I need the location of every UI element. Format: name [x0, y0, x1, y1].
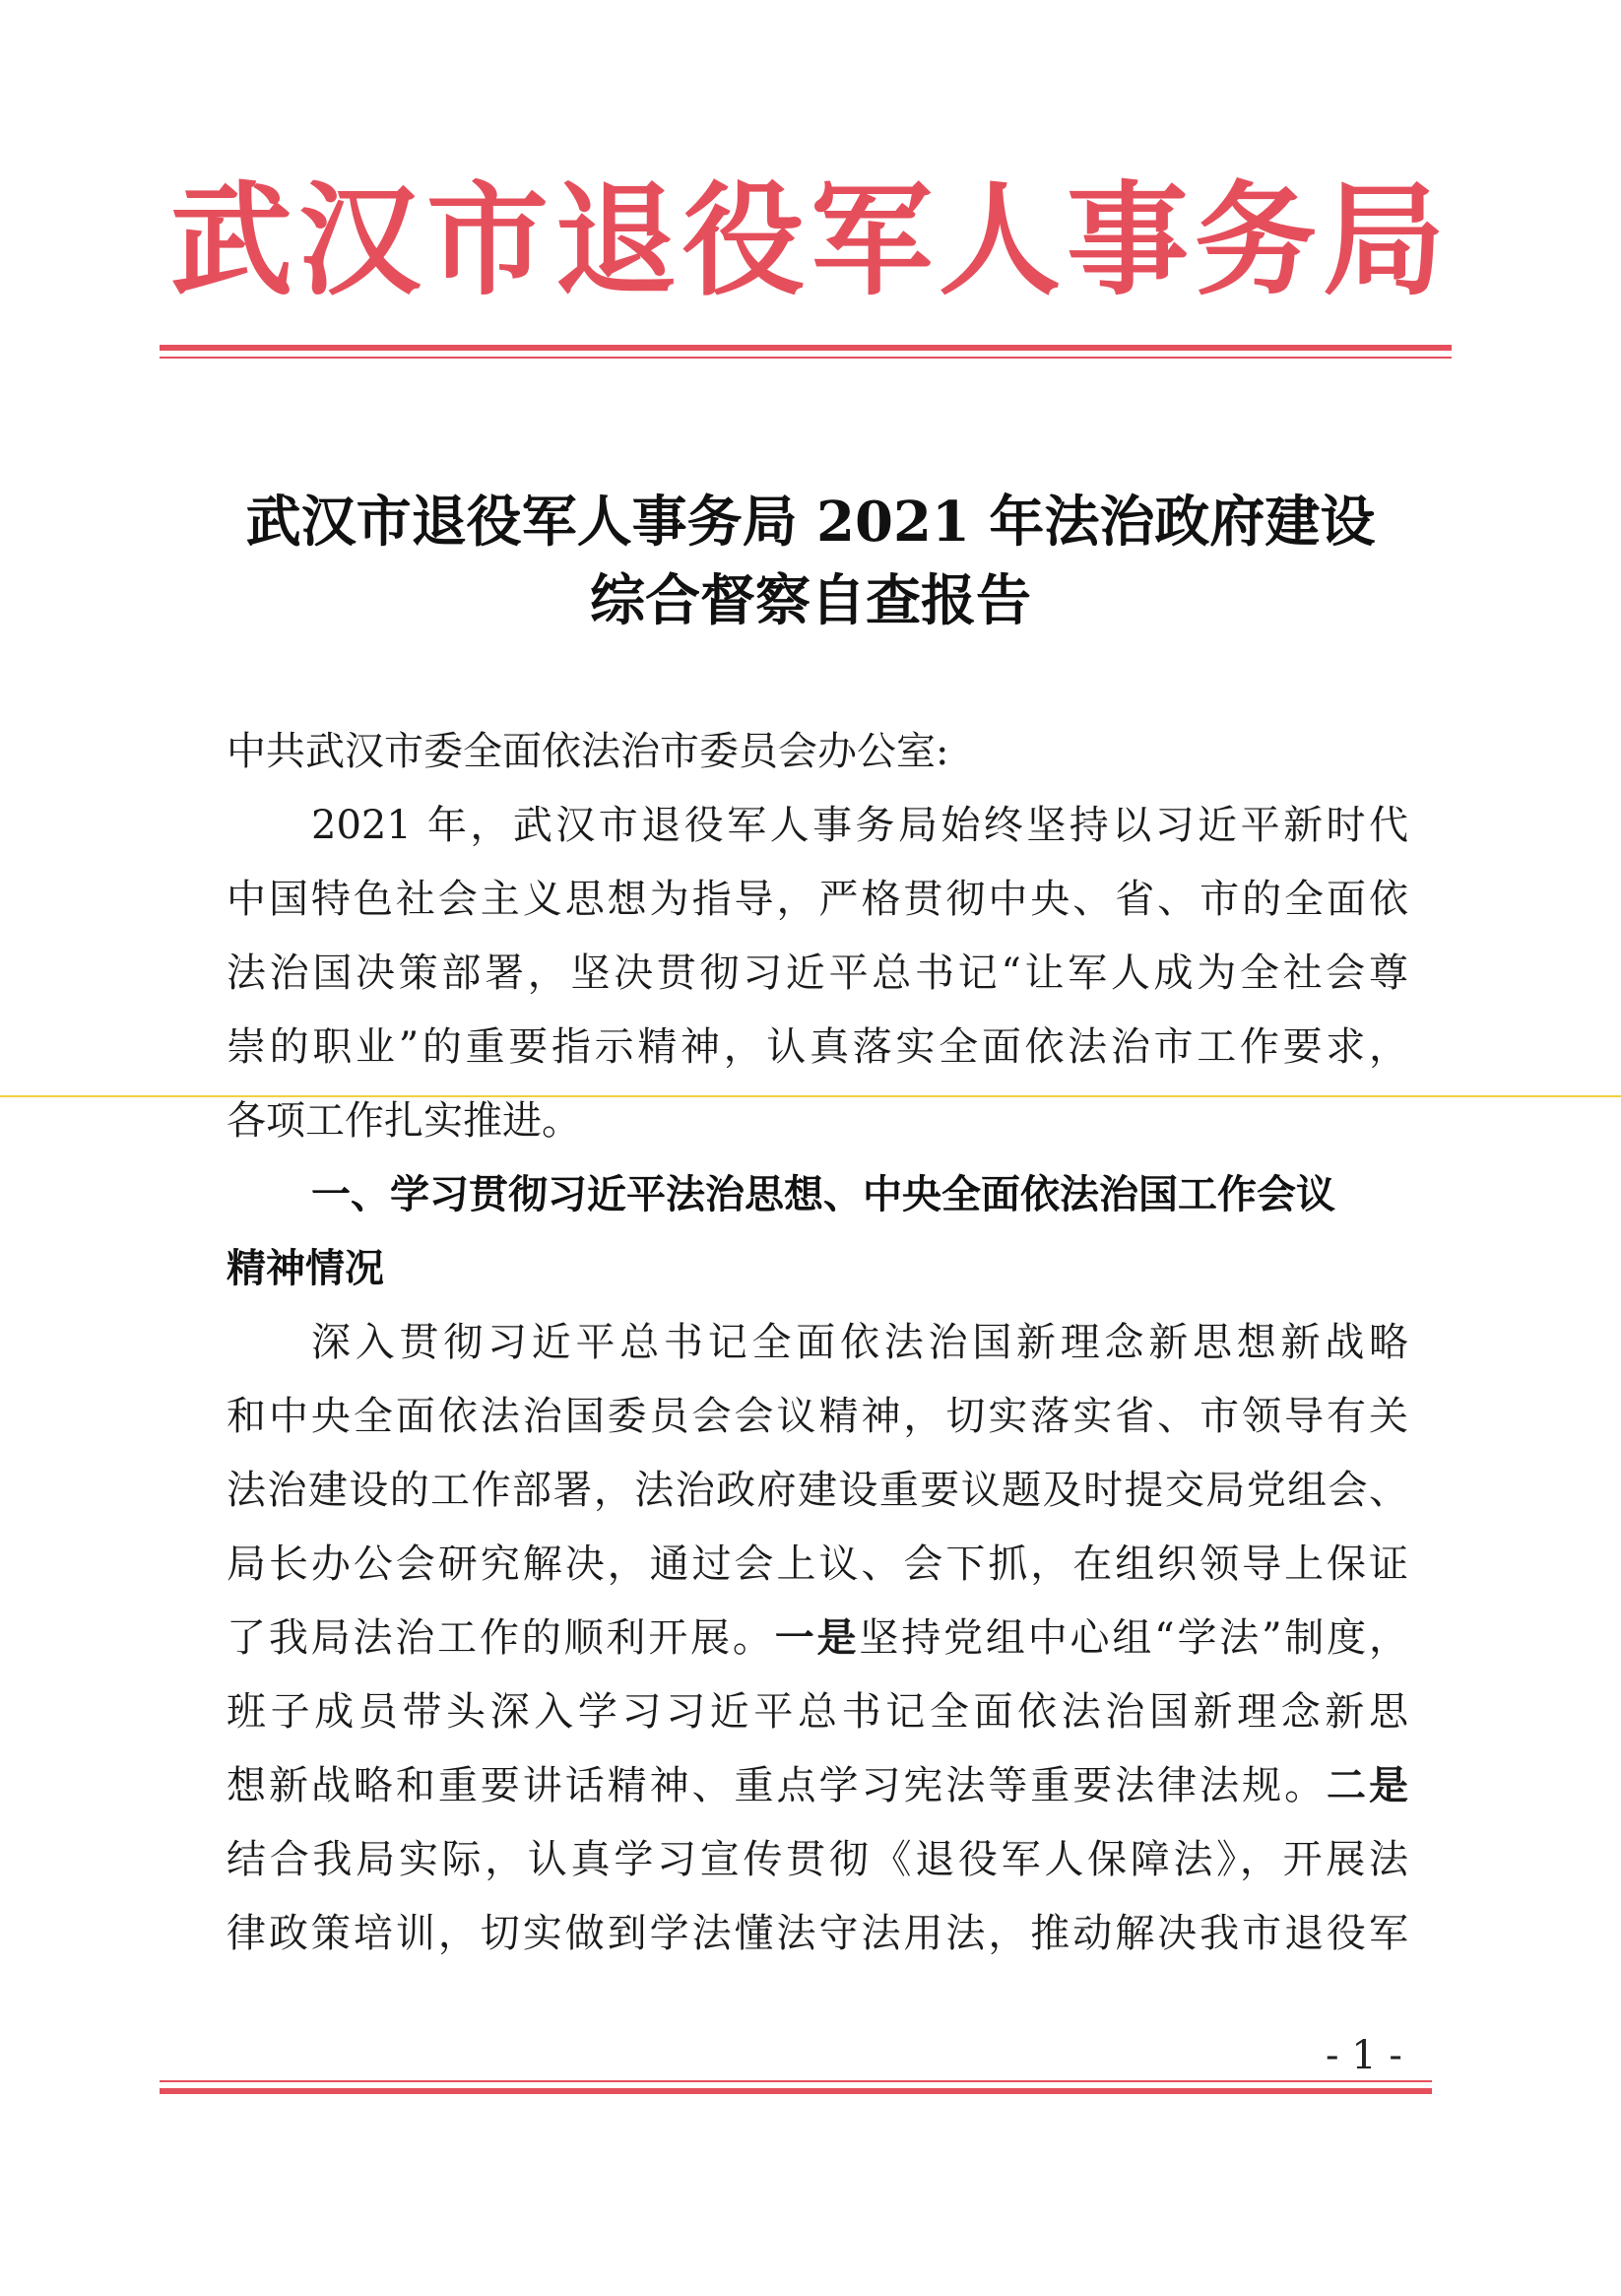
footer-rule-thick	[160, 2088, 1432, 2094]
section-1-line	[227, 1749, 1408, 1823]
intro-paragraph	[227, 789, 1408, 1158]
intro-line: 中国特色社会主义思想为指导，严格贯彻中央、省、市的全面依	[227, 877, 1408, 922]
letterhead-org-name: 武汉市退役军人事务局	[169, 169, 1451, 312]
section-1-line: 深入贯彻习近平总书记全面依法治国新理念新思想新战略	[311, 1320, 1408, 1365]
section-1-heading-line-1: 一、学习贯彻习近平法治思想、中央全面依法治国工作会议	[311, 1172, 1335, 1217]
page-number: - 1 -	[1326, 2033, 1402, 2078]
footer-rule-thin	[160, 2080, 1432, 2082]
intro-line: 各项工作扎实推进。	[227, 1098, 581, 1144]
document-title-line-2: 综合督察自查报告	[590, 568, 1031, 633]
intro-line: 2021 年，武汉市退役军人事务局始终坚持以习近平新时代	[311, 803, 1408, 848]
intro-line: 法治国决策部署，坚决贯彻习近平总书记“让军人成为全社会尊	[227, 951, 1408, 996]
intro-line: 崇的职业”的重要指示精神，认真落实全面依法治市工作要求，	[227, 1024, 1408, 1070]
letterhead-rule-thick	[160, 345, 1452, 351]
section-1-line: 局长办公会研究解决，通过会上议、会下抓，在组织领导上保证	[227, 1542, 1408, 1587]
section-1-line: 和中央全面依法治国委员会会议精神，切实落实省、市领导有关	[227, 1394, 1408, 1439]
section-1-line	[227, 1602, 1408, 1675]
point-1-label: 一是	[774, 1615, 860, 1661]
section-1-line: 结合我局实际，认真学习宣传贯彻《退役军人保障法》，开展法	[227, 1837, 1408, 1882]
scan-artifact-line	[0, 1095, 1621, 1097]
salutation	[227, 715, 1408, 789]
document-title-line-1: 武汉市退役军人事务局 2021 年法治政府建设	[245, 490, 1376, 555]
section-1-line-5-start: 了我局法治工作的顺利开展。	[227, 1615, 775, 1661]
section-1-heading	[227, 1158, 1408, 1306]
letterhead-rule-thin	[160, 357, 1452, 359]
section-1-paragraph	[227, 1306, 1408, 1971]
section-1-line-7-text: 想新战略和重要讲话精神、重点学习宪法等重要法律法规。	[227, 1763, 1328, 1808]
section-1-line: 律政策培训，切实做到学法懂法守法用法，推动解决我市退役军	[227, 1911, 1408, 1956]
section-1-heading-line-2: 精神情况	[227, 1246, 384, 1291]
section-1-line: 班子成员带头深入学习习近平总书记全面依法治国新理念新思	[227, 1689, 1408, 1735]
section-1-line-5-end: 坚持党组中心组“学法”制度，	[859, 1615, 1409, 1661]
salutation-text: 中共武汉市委全面依法治市委员会办公室:	[227, 729, 949, 774]
point-2-label: 二是	[1327, 1763, 1409, 1808]
section-1-line: 法治建设的工作部署，法治政府建设重要议题及时提交局党组会、	[227, 1468, 1408, 1513]
